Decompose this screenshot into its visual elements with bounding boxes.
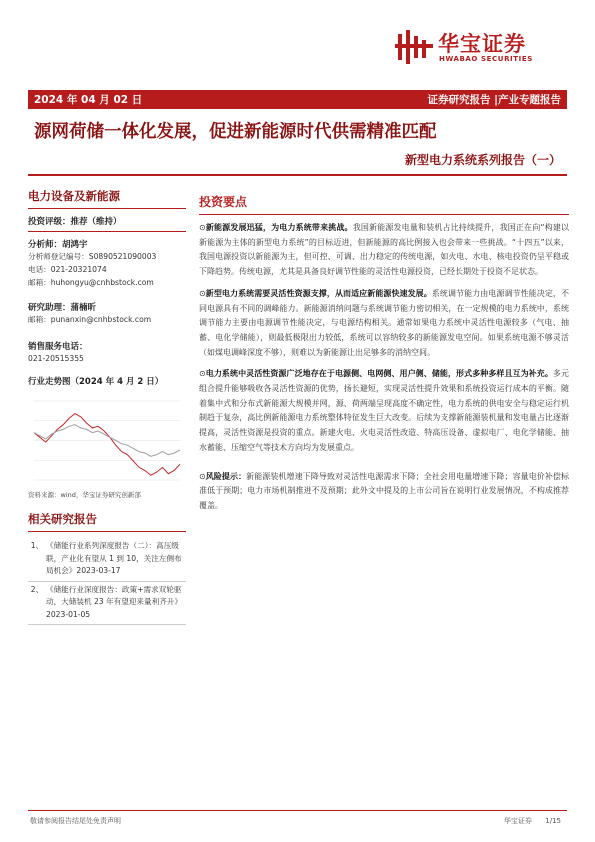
brand-name: 华宝证券 — [438, 32, 526, 56]
key-point-body: 我国新能源发电量和装机占比持续提升，我国正在向“构建以新能源为主体的新型电力系统”的目标迈进，但新能源的高比例接入也会带来一些挑战。“十四五”以来，我国电源投资以新能源为主，但可控、可调、出力稳定的传统电源，如火电、水电、核电投资仍呈平稳或下降趋势。传统电源，尤其是具备良好调节性能的灵活性电源投资，已经长期处于投资不足状态。 — [199, 223, 569, 277]
section-title: 投资要点 — [199, 195, 248, 209]
related-report-item[interactable] — [28, 582, 186, 626]
analyst-name: 分析师：胡鸿宇 — [28, 240, 88, 250]
key-point-1 — [199, 221, 569, 280]
risk-warning — [199, 470, 569, 514]
page-number: 1/15 — [545, 817, 561, 825]
report-title: 源网荷储一体化发展，促进新能源时代供需精准匹配 — [34, 122, 437, 142]
footer-disclaimer: 敬请参阅报告结尾处免责声明 — [30, 817, 121, 825]
sales-phone: 021-20515355 — [28, 354, 84, 363]
bullet-icon: ⊙ — [199, 471, 206, 481]
bullet-icon: ⊙ — [199, 223, 206, 232]
divider — [28, 208, 186, 209]
divider — [28, 531, 186, 532]
key-point-lead: 新能源发展迅猛，为电力系统带来挑战。 — [205, 223, 353, 232]
key-point-body: 系统调节能力由电源调节性能决定，不同电源具有不同的调峰能力。新能源消纳问题与系统调节能力密切相关，在一定规模的电力系统中，系统调节能力主要由电源调节性能决定，与电源结构相关。通常如果电力系统中灵活性电源较多（气电、抽蓄、电化学储能），则最低极限出力较低，系统可以容纳较多的新能源发电空间。如果系统电源不够灵活（如煤电调峰深度不够），则难以为新能源让出足够多的消纳空间。 — [199, 288, 569, 357]
related-num: 2、 — [30, 584, 44, 594]
key-point-lead: 电力系统中灵活性资源广泛地存在于电源侧、电网侧、用户侧、储能，形式多种多样且互为补充。 — [205, 369, 553, 379]
report-date: 2024 年 04 月 02 日 — [34, 94, 143, 106]
related-text: 《储能行业深度报告：政策+需求双轮驱动，大储装机 23 年有望迎来量利齐升》2023-01-05 — [46, 584, 182, 619]
related-title: 相关研究报告 — [28, 512, 97, 526]
title-divider — [28, 174, 567, 176]
key-point-2 — [199, 287, 569, 361]
footer-page — [504, 816, 561, 826]
trend-chart-title: 行业走势图（2024 年 4 月 2 日） — [28, 377, 164, 387]
key-point-body: 多元组合提升能够吸收各灵活性资源的优势，扬长避短，实现灵活性提升效果和系统投资运行成本的平衡。随着集中式和分布式新能源大规模并网，源、荷两端呈现高度不确定性，电力系统的供电安全与稳定运行机制趋于复杂，高比例新能源电力系统整体特征发生巨大改变。后续为支撑新能源装机量和发电量占比逐渐提高，灵活性资源是投资的重点。新建火电、火电灵活性改造、特高压设备、虚拟电厂、电化学储能、抽水蓄能、压缩空气等技术方向均为发展重点。 — [199, 369, 569, 452]
assistant-name: 研究助理：蒲楠昕 — [28, 303, 97, 313]
assistant-email[interactable]: 邮箱：punanxin@cnhbstock.com — [28, 315, 152, 324]
related-num: 1、 — [30, 541, 44, 550]
risk-lead: 风险提示： — [205, 471, 247, 481]
divider — [28, 231, 186, 232]
sidebar — [28, 180, 186, 625]
divider — [199, 214, 569, 215]
analyst-phone: 电话：021-20321074 — [28, 265, 107, 274]
investment-rating: 投资评级：推荐（维持） — [28, 217, 122, 227]
report-category: 证券研究报告 |产业专题报告 — [427, 94, 561, 106]
bullet-icon: ⊙ — [199, 288, 206, 298]
related-text: 《储能行业系列深度报告（二）：高压级联，产业化有望从 1 到 10，关注左侧布局机会》2023-03-17 — [46, 541, 182, 575]
chart-source: 资料来源：wind，华宝证券研究创新部 — [28, 491, 141, 499]
footer-divider — [28, 810, 567, 811]
brand-logo-icon — [395, 30, 433, 64]
report-subtitle: 新型电力系统系列报告（一） — [404, 153, 561, 167]
key-point-3 — [199, 367, 569, 455]
sales-label: 销售服务电话： — [28, 342, 88, 352]
key-point-lead: 新型电力系统需要灵活性资源支撑，从而适应新能源快速发展。 — [205, 288, 432, 298]
trend-chart-svg — [28, 393, 186, 488]
trend-chart — [28, 393, 186, 488]
brand-name-en: HWABAO SECURITIES — [439, 55, 533, 63]
related-report-item[interactable] — [28, 538, 186, 582]
analyst-id: 分析师登记编号：S0890521090003 — [28, 252, 157, 261]
footer-company: 华宝证券 — [503, 817, 532, 825]
main-content — [199, 193, 569, 521]
bullet-icon: ⊙ — [199, 369, 206, 379]
analyst-email[interactable]: 邮箱：huhongyu@cnhbstock.com — [28, 278, 154, 287]
industry-name: 电力设备及新能源 — [28, 189, 120, 203]
risk-body: 新能源装机增速下降导致对灵活性电源需求下降；全社会用电量增速下降；容量电价补偿标准低于预期；电力市场机制推进不及预期；此外文中提及的上市公司旨在说明行业发展情况，不构成推荐覆盖。 — [199, 471, 570, 510]
